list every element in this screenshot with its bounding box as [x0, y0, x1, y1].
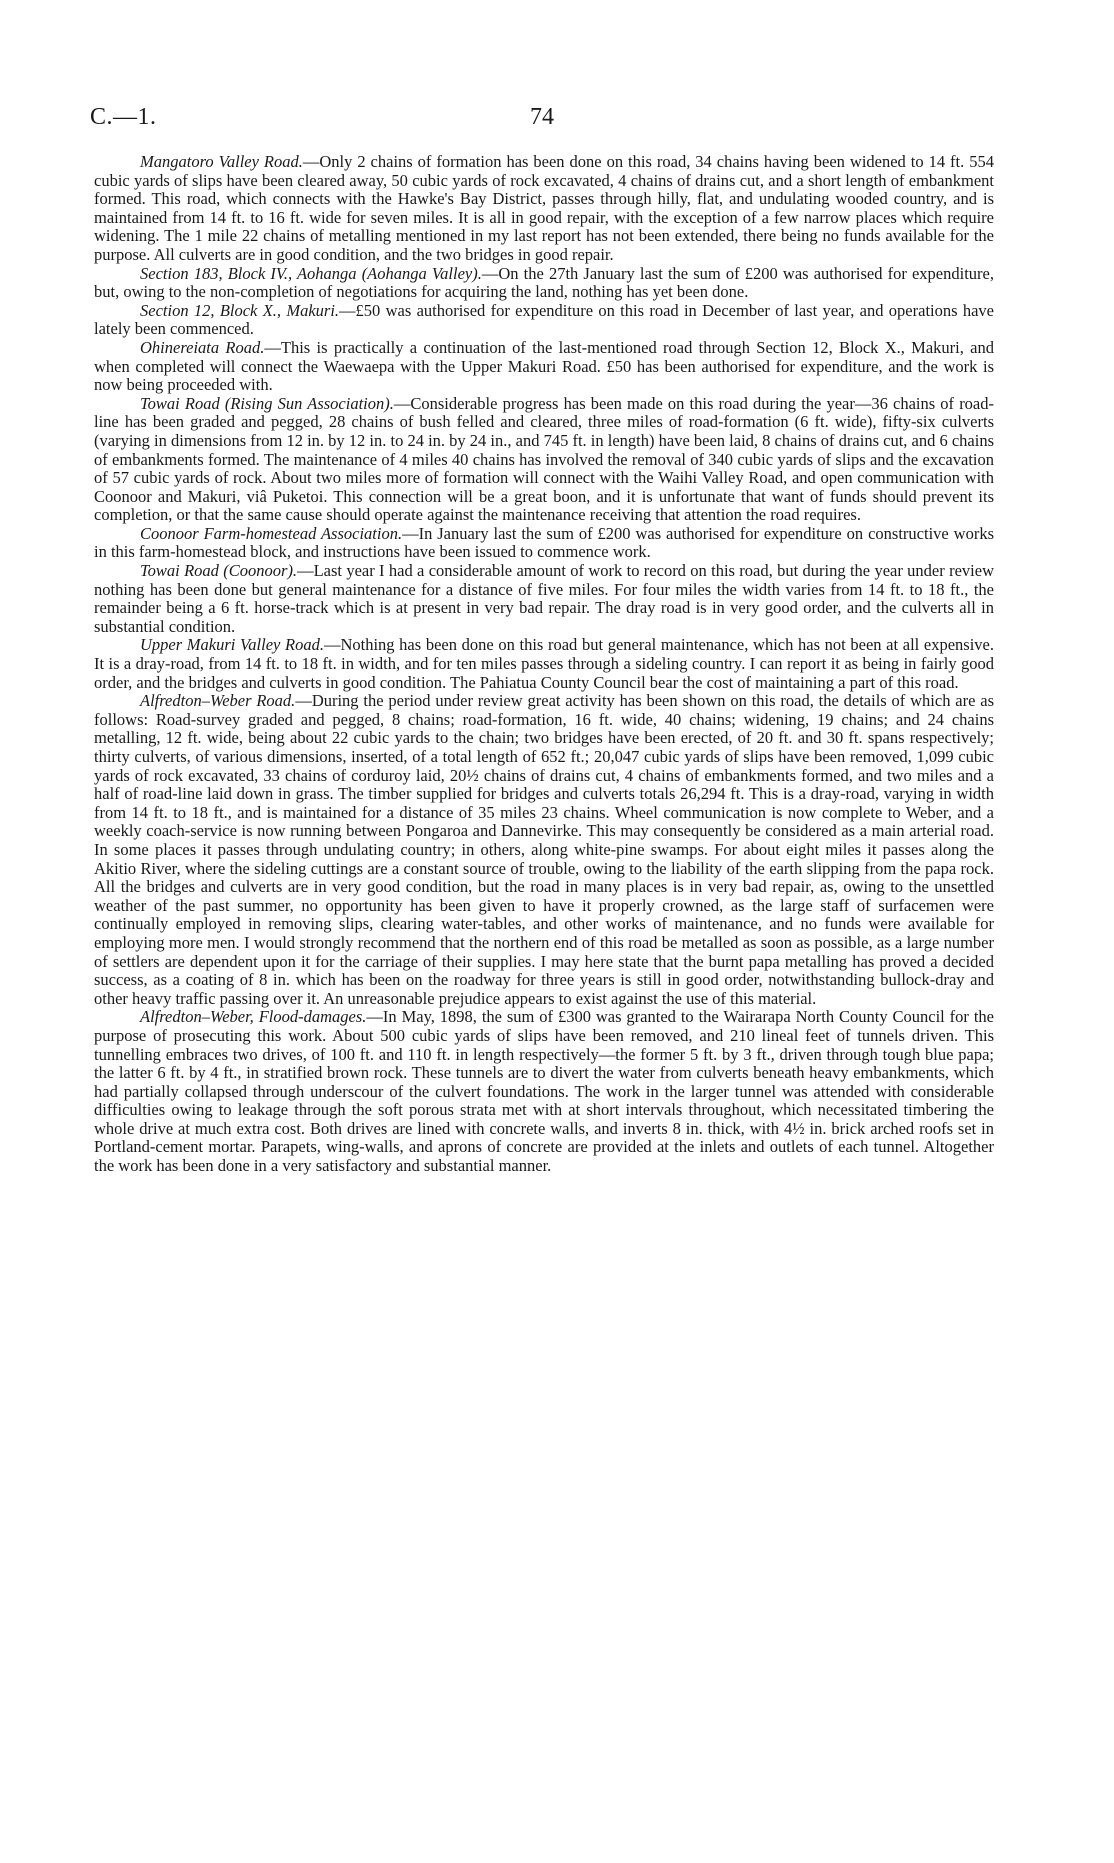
- paragraph-section-183-aohanga: [94, 265, 994, 302]
- paragraph-coonoor-farm-homestead: [94, 525, 994, 562]
- report-body: [94, 153, 994, 1176]
- paragraph-mangatoro-valley-road: [94, 153, 994, 265]
- paragraph-alfredton-weber-road: [94, 692, 994, 1008]
- paragraph-title: Coonoor Farm-homestead Association.: [140, 523, 403, 543]
- paragraph-text: —In May, 1898, the sum of £300 was granted to the Wairarapa North County Council for the purpose of prosecuting this work. About 500 cubic yards of slips have been removed, and 210 lineal feet of tunnels driven. This tunnelling embraces two drives, of 100 ft. and 110 ft. in length respectively—the former 5 ft. by 3 ft., driven through tough blue papa; the latter 6 ft. by 4 ft., in stratified brown rock. These tunnels are to divert the water from culverts beneath heavy embankments, which had partially collapsed through underscour of the culvert foundations. The work in the larger tunnel was attended with considerable difficulties owing to leakage through the soft porous strata met with at short intervals throughout, which necessitated timbering the whole drive at much extra cost. Both drives are lined with concrete walls, and inverts 8 in. thick, with 4½ in. brick arched roofs set in Portland-cement mortar. Parapets, wing-walls, and aprons of concrete are provided at the inlets and outlets of each tunnel. Altogether the work has been done in a very satisfactory and substantial manner.: [94, 1007, 994, 1176]
- paragraph-title: Alfredton–Weber Road.: [140, 691, 296, 711]
- paragraph-text: —£50 was authorised for expenditure on this road in December of last year, and operations have lately been commenced.: [94, 300, 994, 339]
- paragraph-title: Upper Makuri Valley Road.: [140, 635, 324, 655]
- paragraph-upper-makuri-valley-road: [94, 636, 994, 692]
- paragraph-title: Towai Road (Coonoor).: [140, 561, 298, 581]
- paragraph-section-12-makuri: [94, 302, 994, 339]
- paragraph-title: Section 183, Block IV., Aohanga (Aohanga Valley).: [140, 263, 482, 283]
- paragraph-text: —In January last the sum of £200 was authorised for expenditure on constructive works in this farm-homestead block, and instructions have been issued to commence work.: [94, 523, 994, 562]
- paragraph-ohinereiata-road: [94, 339, 994, 395]
- paragraph-title: Ohinereiata Road.: [140, 337, 265, 357]
- paragraph-text: —This is practically a continuation of the last-mentioned road through Section 12, Block X., Makuri, and when completed will connect the Waewaepa with the Upper Makuri Road. £50 has been authorised for expenditure, and the work is now being proceeded with.: [94, 337, 994, 395]
- running-header: [90, 104, 994, 136]
- paragraph-text: —On the 27th January last the sum of £200 was authorised for expenditure, but, owing to the non-completion of negotiations for acquiring the land, nothing has yet been done.: [94, 263, 994, 302]
- paragraph-text: —Considerable progress has been made on this road during the year—36 chains of road-line has been graded and pegged, 28 chains of bush felled and cleared, three miles of road-formation (6 ft. wide), fifty-six culverts (varying in dimensions from 12 in. by 12 in. to 24 in. by 24 in., and 745 ft. in length) have been laid, 8 chains of drains cut, and 6 chains of embankments formed. The maintenance of 4 miles 40 chains has involved the removal of 340 cubic yards of slips and the excavation of 57 cubic yards of rock. About two miles more of formation will connect with the Waihi Valley Road, and open communication with Coonoor and Makuri, viâ Puketoi. This connection will be a great boon, and it is unfortunate that want of funds should prevent its completion, or that the same cause should operate against the maintenance receiving that attention the road requires.: [94, 393, 995, 525]
- paragraph-text: —Nothing has been done on this road but general maintenance, which has not been at all expensive. It is a dray-road, from 14 ft. to 18 ft. in width, and for ten miles passes through a sideling country. I can report it as being in fairly good order, and the bridges and culverts in good condition. The Pahiatua County Council bear the cost of maintaining a part of this road.: [94, 635, 994, 692]
- document-reference: C.—1.: [90, 104, 157, 130]
- paragraph-text: —Only 2 chains of formation has been done on this road, 34 chains having been widened to 14 ft. 554 cubic yards of slips have been cleared away, 50 cubic yards of rock excavated, 4 chains of drains cut, and a short length of embankment formed. This road, which connects with the Hawke's Bay District, passes through hilly, flat, and undulating wooded country, and is maintained from 14 ft. to 16 ft. wide for seven miles. It is all in good repair, with the exception of a few narrow places which require widening. The 1 mile 22 chains of metalling mentioned in my last report has not been extended, there being no funds available for the purpose. All culverts are in good condition, and the two bridges in good repair.: [94, 152, 994, 264]
- paragraph-title: Alfredton–Weber, Flood-damages.: [140, 1007, 367, 1027]
- paragraph-title: Section 12, Block X., Makuri.: [140, 300, 340, 320]
- paragraph-title: Mangatoro Valley Road.: [140, 152, 303, 171]
- paragraph-title: Towai Road (Rising Sun Association).: [140, 393, 394, 413]
- paragraph-alfredton-weber-flood-damages: [94, 1008, 994, 1175]
- paragraph-towai-road-rising-sun: [94, 395, 994, 525]
- paragraph-text: —Last year I had a considerable amount of work to record on this road, but during the year under review nothing has been done but general maintenance for a distance of five miles. For four miles the width varies from 14 ft. to 18 ft., the remainder being a 6 ft. horse-track which is at present in very bad repair. The dray road is in very good order, and the culverts all in substantial condition.: [94, 561, 994, 636]
- paragraph-text: —During the period under review great activity has been shown on this road, the details of which are as follows: Road-survey graded and pegged, 8 chains; road-formation, 16 ft. wide, 40 chains; widening, 19 chains; and 24 chains metalling, 12 ft. wide, being about 22 cubic yards to the chain; two bridges have been erected, of 20 ft. and 30 ft. spans respectively; thirty culverts, of various dimensions, inserted, of a total length of 652 ft.; 20,047 cubic yards of slips have been removed, 1,099 cubic yards of rock excavated, 33 chains of corduroy laid, 20½ chains of drains cut, 4 chains of embankments formed, and two miles and a half of road-line laid down in grass. The timber supplied for bridges and culverts totals 26,294 ft. This is a dray-road, varying in width from 14 ft. to 18 ft., and is maintained for a distance of 35 miles 23 chains. Wheel communication is now complete to Weber, and a weekly coach-service is now running between Pongaroa and Dannevirke. This may consequently be considered as a main arterial road. In some places it passes through undulating country; in others, along white-pine swamps. For about eight miles it passes along the Akitio River, where the sideling cuttings are a constant source of trouble, owing to the liability of the earth slipping from the papa rock. All the bridges and culverts are in very good condition, but the road in many places is in very bad repair, as, owing to the unsettled weather of the past summer, no opportunity has been given to have it properly crowned, as the large staff of surfacemen were continually employed in removing slips, clearing water-tables, and other works of maintenance, and no funds were available for employing more men. I would strongly recommend that the northern end of this road be metalled as soon as possible, as a large number of settlers are dependent upon it for the carriage of their supplies. I may here state that the burnt papa metalling has proved a decided success, as a coating of 8 in. which has been on the roadway for three years is still in good order, notwithstanding bullock-dray and other heavy traffic passing over it. An unreasonable prejudice appears to exist against the use of this material.: [94, 691, 995, 1008]
- page-number: 74: [530, 104, 554, 130]
- paragraph-towai-road-coonoor: [94, 562, 994, 636]
